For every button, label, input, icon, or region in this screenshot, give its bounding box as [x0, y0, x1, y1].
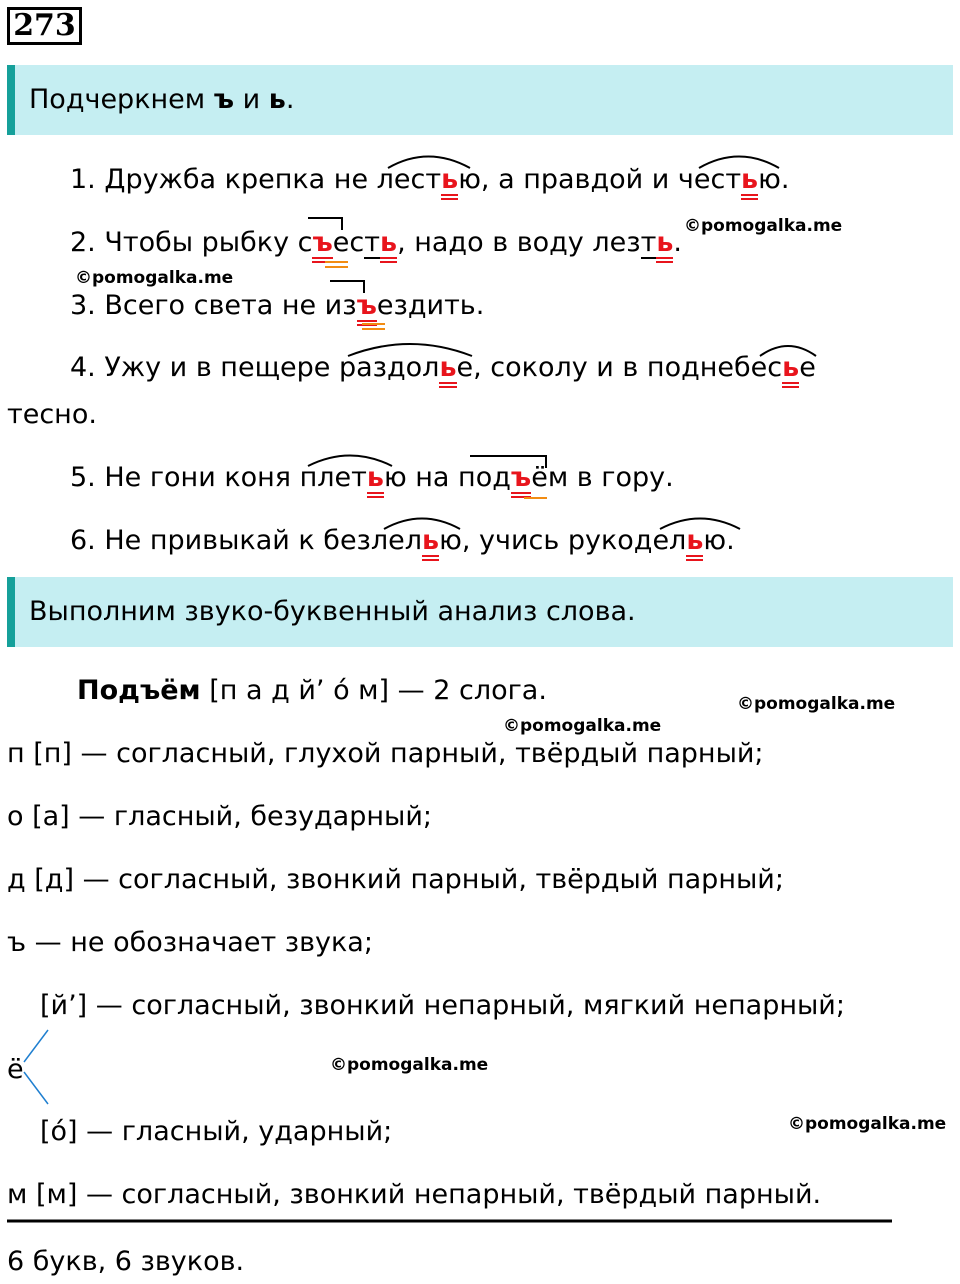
analysis-line-j: [й’] — согласный, звонкий непарный, мягкий непарный;: [40, 990, 845, 1021]
analysis-line-o-stressed: [ó] — гласный, ударный;: [40, 1116, 393, 1147]
analysis-transcription: [п а д й’ ó м] — 2 слога.: [200, 675, 547, 706]
proverb-6: 6. Не привыкай к безлелью, учись рукоделью.: [70, 525, 735, 556]
watermark: ©pomogalka.me: [737, 694, 896, 714]
proverb-4-line-2: тесно.: [7, 399, 97, 430]
banner-task-1: [7, 65, 953, 135]
banner-1-text: Подчеркнем ъ и ь.: [29, 84, 295, 115]
watermark: ©pomogalka.me: [788, 1114, 947, 1134]
proverb-1: 1. Дружба крепка не лестью, а правдой и честью.: [70, 164, 790, 195]
watermark: ©pomogalka.me: [684, 216, 843, 236]
analysis-line-p: п [п] — согласный, глухой парный, твёрдый парный;: [7, 738, 764, 769]
watermark: ©pomogalka.me: [503, 716, 662, 736]
proverb-4: 4. Ужу и в пещере раздолье, соколу и в поднебесье: [70, 352, 816, 383]
analysis-line-d: д [д] — согласный, звонкий парный, твёрдый парный;: [7, 864, 784, 895]
watermark: ©pomogalka.me: [330, 1055, 489, 1075]
analysis-line-o: о [а] — гласный, безударный;: [7, 801, 432, 832]
watermark: ©pomogalka.me: [75, 268, 234, 288]
exercise-number: 273: [7, 7, 82, 45]
proverb-3: 3. Всего света не изъездить.: [70, 290, 485, 321]
analysis-line-m: м [м] — согласный, звонкий непарный, твёрдый парный.: [7, 1179, 822, 1210]
proverb-2: 2. Чтобы рыбку съесть, надо в воду лезть.: [70, 227, 682, 258]
banner-task-2: [7, 577, 953, 647]
analysis-summary: 6 букв, 6 звуков.: [7, 1246, 245, 1277]
analysis-heading: [77, 674, 547, 708]
banner-2-text: Выполним звуко-буквенный анализ слова.: [29, 596, 636, 627]
analysis-word: Подъём: [77, 675, 201, 706]
analysis-letter-yo: ё: [7, 1054, 24, 1085]
proverb-5: 5. Не гони коня плетью на подъём в гору.: [70, 462, 674, 493]
analysis-line-hard-sign: ъ — не обозначает звука;: [7, 927, 373, 958]
